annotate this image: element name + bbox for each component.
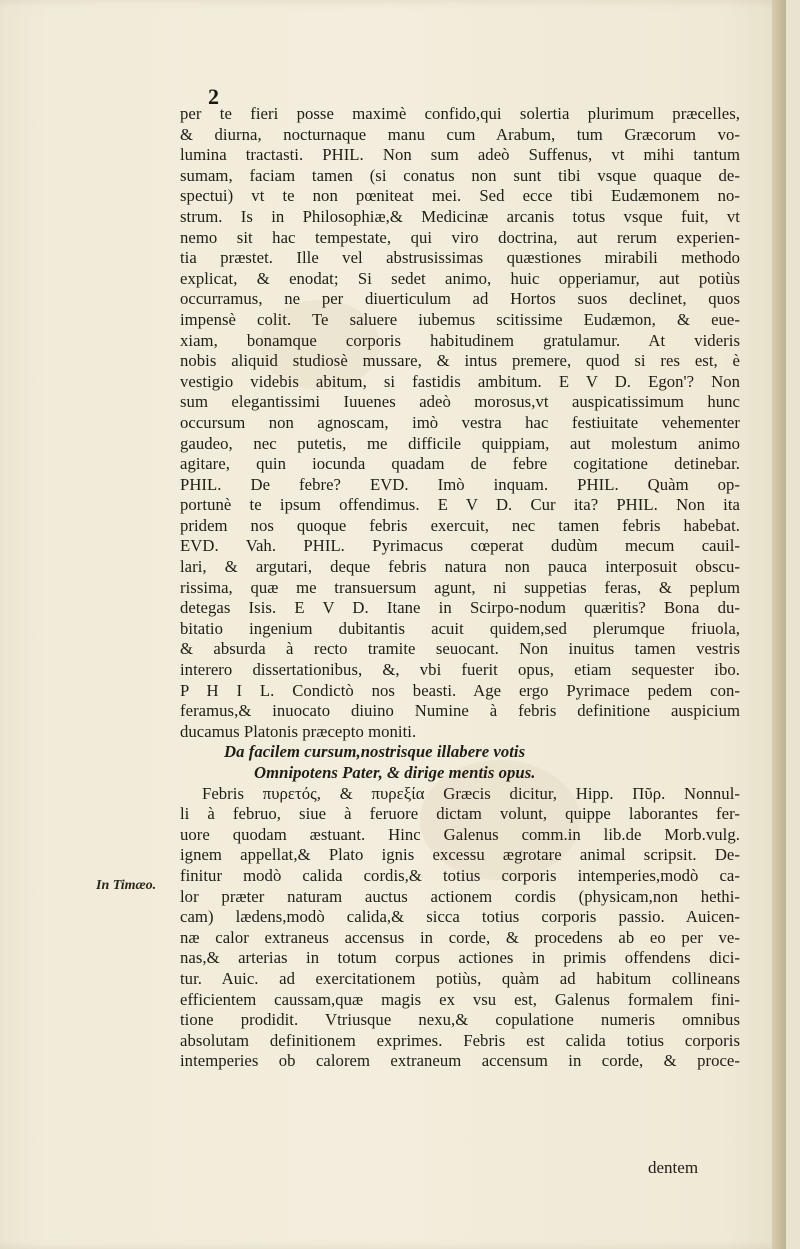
text-line: næ calor extraneus accensus in corde, & procedens ab eo per ve- (180, 927, 740, 947)
page-number: 2 (208, 84, 219, 109)
text-line: spectui) vt te non pœniteat mei. Sed ecce tibi Eudæmonem no- (180, 186, 740, 206)
text-line: sumam, faciam tamen (si conatus non sunt tibi vsque quaque de- (180, 165, 740, 185)
text-line: occurramus, ne per diuerticulum ad Hortos suos declinet, quos (180, 289, 740, 309)
text-line: tione prodidit. Vtriusque nexu,& copulatione numeris omnibus (180, 1010, 740, 1030)
text-line: sum elegantissimi Iuuenes adeò morosus,vt auspicatissimum hunc (180, 392, 740, 412)
margin-note: In Timæo. (96, 878, 157, 893)
text-line: occursum non agnoscam, imò vestra hac festiuitate vehementer (180, 412, 740, 432)
text-line: feramus,& inuocato diuino Numine à febris definitione auspicium (180, 701, 740, 721)
text-line: Febris πυρετός, & πυρεξία Græcis dicitur, Hipp. Πῦρ. Nonnul- (202, 783, 740, 803)
text-line: detegas Isis. E V D. Itane in Scirpo-nodum quæritis? Bona du- (180, 598, 740, 618)
text-line: nobis aliquid studiosè mussare, & intus premere, quod si res est, è (180, 351, 740, 371)
text-line: impensè colit. Te saluere iubemus scitissime Eudæmon, & eue- (180, 309, 740, 329)
text-line: EVD. Vah. PHIL. Pyrimacus cœperat dudùm mecum cauil- (180, 536, 740, 556)
text-line: rissima, quæ me transuersum agunt, ni suppetias feras, & peplum (180, 577, 740, 597)
text-line: ducamus Platonis præcepto moniti. (180, 721, 417, 741)
text-line: efficientem caussam,quæ magis ex vsu est, Galenus formalem fini- (180, 989, 740, 1009)
body-text (180, 104, 740, 1072)
text-line: gaudeo, nec putetis, me difficile quippiam, aut molestum animo (180, 433, 740, 453)
catchword: dentem (648, 1158, 699, 1177)
text-line: finitur modò calida cordis,& totius corporis intemperies,modò ca- (180, 865, 740, 885)
text-line: bitatio ingenium dubitantis acuit quidem,sed plerumque friuola, (180, 618, 740, 638)
text-line: ignem appellat,& Plato ignis excessu ægrotare animal scripsit. De- (180, 845, 740, 865)
verse-line: Omnipotens Pater, & dirige mentis opus. (254, 763, 536, 782)
page-edge (772, 0, 786, 1249)
text-line: PHIL. De febre? EVD. Imò inquam. PHIL. Quàm op- (180, 474, 740, 494)
text-line: lor præter naturam auctus actionem cordis (physicam,non hethi- (180, 886, 740, 906)
text-line: interero dissertationibus, &, vbi fuerit opus, etiam sequester ibo. (180, 660, 740, 680)
text-line: nemo sit hac tempestate, qui viro doctrina, aut rerum experien- (180, 227, 740, 247)
text-line: tia præstet. Ille vel abstrusissimas quæstiones mirabili methodo (180, 248, 740, 268)
text-line: intemperies ob calorem extraneum accensum in corde, & proce- (180, 1051, 740, 1071)
text-line: explicat, & enodat; Si sedet animo, huic opperiamur, aut potiùs (180, 268, 740, 288)
text-line: tur. Auic. ad exercitationem potiùs, quàm ad habitum collineans (180, 968, 740, 988)
text-line: uore quodam æstuant. Hinc Galenus comm.in lib.de Morb.vulg. (180, 824, 740, 844)
text-line: & diurna, nocturnaque manu cum Arabum, tum Græcorum vo- (180, 124, 740, 144)
text-line: vestigio videbis abitum, si fastidis ambitum. E V D. Egon'? Non (180, 371, 740, 391)
text-line: lumina tractasti. PHIL. Non sum adeò Suffenus, vt mihi tantum (180, 145, 740, 165)
text-line: strum. Is in Philosophiæ,& Medicinæ arcanis totus vsque fuit, vt (180, 206, 740, 226)
text-line: li à februo, siue à feruore dictam volunt, quippe laborantes fer- (180, 804, 740, 824)
text-line: & absurda à recto tramite seuocant. Non inuitus tamen vestris (180, 639, 740, 659)
text-line: lari, & argutari, deque febris natura non pauca interposuit obscu- (180, 557, 740, 577)
text-line: portunè te ipsum offendimus. E V D. Cur ita? PHIL. Non ita (180, 495, 740, 515)
verse-line: Da facilem cursum,nostrisque illabere votis (224, 742, 526, 762)
text-line: xiam, bonamque corporis habitudinem gratulamur. At videris (180, 330, 740, 350)
text-line: pridem nos quoque febris exercuit, nec tamen febris habebat. (180, 515, 740, 535)
text-line: absolutam definitionem exprimes. Febris est calida totius corporis (180, 1030, 740, 1050)
text-line: agitare, quin iocunda quadam de febre cogitatione detinebar. (180, 454, 740, 474)
text-line: nas,& arterias in totum corpus actiones in primis offendens dici- (180, 948, 740, 968)
text-line: P H I L. Condictò nos beasti. Age ergo Pyrimace pedem con- (180, 680, 740, 700)
text-line: per te fieri posse maximè confido,qui solertia plurimum præcelles, (180, 104, 740, 123)
text-line: cam) lædens,modò calida,& sicca totius corporis passio. Auicen- (180, 907, 740, 927)
